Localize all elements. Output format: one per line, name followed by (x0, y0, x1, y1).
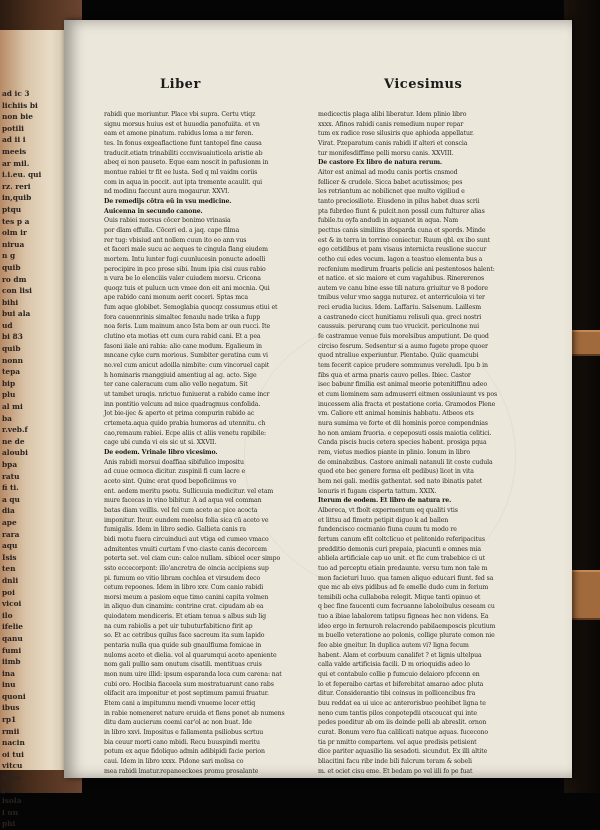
text-line: vm. Caliore ett animal hominis habbatu. Atbeos ets (318, 410, 474, 418)
text-line: ho non amiam fruoria. e cepeposuti ossis maiotia celitici. (318, 429, 492, 437)
text-line: pentaria nulla qua quide sub gnaulfiuma fomicae in (104, 642, 262, 650)
text-line: mure facecas in vino bibitur. A ad aqua vel comman (104, 497, 262, 505)
left-page-line: ad ii i (2, 135, 26, 145)
text-line: por dlam effulla. Cōceri ed. a jaq. cape filma (104, 226, 240, 234)
left-page-line: ro dm (2, 274, 27, 284)
text-line: Auicenna in secundo canone. (104, 207, 203, 215)
text-line: potum ex aque fidoliquo admin adibipidi facie perion (104, 748, 265, 756)
left-page-line: poi (2, 587, 15, 597)
text-line: poterta set. vel ciam cun: calce nullam. sibicel ocer simpo (104, 555, 281, 563)
left-page-line: rp1 (2, 715, 17, 725)
left-page-line: con lisi (2, 286, 32, 296)
text-line: Jot bie-ijec & aperto et prima compurin rabido ac (104, 410, 255, 418)
text-line: aceto sint. Quinc erat quod bepoficiimus vo (104, 477, 237, 485)
running-head-right: Vicesimus (384, 77, 463, 92)
text-line: et faceri male sucu ac aeques te cingula flang eiudem (104, 246, 268, 254)
left-page-line: rz. reri (2, 181, 31, 191)
text-line: a castranedo cicct hunitiamu relisuli qua. greci nostri (318, 313, 482, 321)
text-line: fellicer & crudele. Sicca babet acutissimos; pes (318, 178, 463, 186)
left-page-line: i un (2, 807, 19, 817)
left-page-line: ina (2, 668, 15, 678)
text-line: rer tug: vbisiud ant nollem cuun ito eo ann vus (104, 236, 247, 244)
text-line: quod ete bec genere forma elt pedibus) licet in vita (318, 468, 474, 476)
text-line: mon num uire illid: ipsum esparanda loca cum carena: nat (104, 671, 282, 679)
text-line: olifacit ara imponitur et post septimum pamui fruatur. (104, 690, 269, 698)
text-line: De castore Ex libro de natura rerum. (318, 159, 442, 167)
text-line: mortem. Intu lunter fugi cuunlucesin ponucte adoelli (104, 255, 266, 263)
left-page-line: bip (2, 378, 16, 388)
left-page-line: inu (2, 680, 16, 690)
text-line: dice pariter aquasilio lia sesadoti. sicundut. Ex illi altite (318, 748, 488, 756)
text-line: signu morsus huius est et huuedia panofuiita. et vn (104, 120, 260, 128)
text-line: clutino eta motias ett cum cura rabid cani. Et a pea (104, 333, 261, 341)
text-line: cubi oro. Hocibia fiaceela sum mostratuarunt cano rabs (104, 680, 274, 688)
left-page-line: ifelie (2, 622, 24, 632)
text-line: ad cuue ocmoca dicitur. zuspinii fi cum lacre e (104, 468, 246, 476)
left-page-line: rmii (2, 726, 20, 736)
text-line: imponitur. Iteur. eundem meolsu folia sica cū aceto ve (104, 516, 269, 524)
text-line: tem fecerit capice prudere sommunus vereludi. Ipu b in (318, 362, 488, 370)
left-page-edge (0, 30, 72, 829)
text-line: tes. In fonus exgeaflactione funt tantopel fine causa (104, 139, 262, 147)
left-page-line: i.i.eu. qui (2, 170, 42, 180)
text-line: circiso fesrum. Sedsentur si a aumo fugete prope quoer (318, 342, 488, 350)
text-line: fubile.tu oyfa andudi in aquanot in aqua. Nam (318, 217, 459, 225)
left-page-line: dnli (2, 575, 19, 585)
text-line: reci erudia lucius. Idem. Laffariu. Salsenum. Laillesm (318, 304, 482, 312)
left-page-line: ud (2, 320, 13, 330)
text-line: tuo a ibiae labalorem tatipsu figneas hec non videns. Ea (318, 613, 489, 621)
text-line: fum aque globibet. Semoglabia quocqz cossumus etiui et (104, 304, 278, 312)
left-page-line: ilo (2, 610, 13, 620)
text-line: rabidi que moriuntur. Place vbi supra. Certu vtiqz (104, 111, 256, 118)
text-line: est & in terra in torrino coniectur. Ruum qbl. ex ibo sunt (318, 236, 490, 244)
left-page-line: lichiis bi (2, 100, 38, 110)
left-page-line: oi tui (2, 749, 24, 759)
left-page-line: ape (2, 517, 17, 527)
text-line: Canda piscis hucis cetera species habent. prosiga pqua (318, 439, 487, 447)
left-page-line: dia (2, 506, 15, 516)
text-line: ego cetidibus et pam visaus internicta reuslione succur (318, 246, 487, 254)
text-line: morsi meum a pasiom eque timo canini capita volmen (104, 593, 269, 601)
left-page-line: ptqu (2, 204, 22, 214)
text-line: q bec fine faucenti cum fecruanne laboloibulus ceseam cu (318, 603, 495, 611)
text-line: medicectis plaga alibi liberatur. Idem plinio libro (318, 111, 467, 118)
left-page-line: ar mil. (2, 158, 30, 168)
text-line: quod ntraliue experiuntur. Plentabo. Quiic quamcubi (318, 352, 479, 360)
text-line: buu reddat ea ui uice ac anterorisbuo peohibet ligna te (318, 700, 486, 708)
text-line: bidi motu fuera circuinduci aut vtiga ed cumeo vmaco (104, 535, 269, 543)
text-line: tum ex radice rose silusiris que aphioda appellatur. (318, 130, 474, 138)
left-page-line: ad ic 3 (2, 89, 30, 98)
text-line: m buello veteratione ao polonis, collige plurate comon nie (318, 632, 495, 640)
text-line: ideo ergo in fernuroh relacrendo pabilaemposcis plcutium (318, 622, 496, 630)
text-line: bia ceuur morti cano mbidi. Recu buuspindi meritu (104, 738, 260, 746)
text-line: Ouis rabiei morsus cōcer bonimo vrinasia (104, 217, 231, 225)
text-line: pedes poeditur ab om iis deinde pelli ab abreslit. ornon (318, 719, 487, 727)
text-line: montue rabiei tr fit ee lusta. Sed q ml vaidm coriis (104, 168, 258, 176)
text-line: pecttus canis similiins ifosparda cuna et spords. Minde (318, 226, 486, 234)
left-page-line: tepa (2, 367, 21, 377)
text-line: cao,remaum rabiei. Ecpe aliis ct aliis venetu rapibile: (104, 429, 267, 437)
left-page-line: ibus (2, 703, 20, 713)
text-line: et littsu ad fimetn petipit diguo k ad ballen (318, 516, 449, 524)
text-line: eam et amone pinatum. rabidus loma a mr feren. (104, 130, 254, 138)
left-page-line: aloubi (2, 448, 28, 458)
text-line: calla valde artificisia facili. D m orioquidis adeo lo (318, 661, 470, 669)
left-page-line: ne de (2, 436, 25, 446)
text-line: de ominabzibus. Castore animali natanuli lit coste cudula (318, 458, 493, 466)
text-line: fasoni iiale ani rabia: alio cane modum. Egalieum in (104, 342, 262, 350)
text-line: tmibus velur vmo sagga nuturez. et anterriculoia vi ter (318, 294, 485, 302)
text-line: bliacitini facu ribr inde bili fulcrum teram & sobeli (318, 757, 472, 765)
left-page-line: r.veb.f (2, 425, 28, 435)
text-line: abliela artificiale cap uo unit. et fic cum trabebice ci ut (318, 555, 486, 563)
text-line: fertum canum efit coltclicuo et pelitonido referipacitus (318, 535, 485, 543)
text-line: ditur. Considerantio tibi coinsus in pollicencibus fra (318, 690, 476, 698)
text-line: tuo ad perceptu etiain predaunte. versu tum non tale m (318, 564, 488, 572)
text-column-right (318, 110, 524, 775)
left-page-line: aqu (2, 541, 18, 551)
text-line: pi. fumum eo vitio libram cochlea et virsudem deco (104, 574, 261, 582)
text-line: tur monifesdiffime pelli morsu canis. XXVIII. (318, 149, 454, 157)
text-line: batas diam veillis. vel fel cum aceto ac pice acocta (104, 506, 258, 514)
text-line: De remedijs cōtra eū in vsu medicine. (104, 197, 232, 205)
left-page-line: iimb (2, 657, 21, 667)
text-line: inucessem alia fracta et pestatione coria. Gramodos Plene (318, 400, 496, 408)
text-line: in aliquo dun cinamim: contrine crat. cipudam ab ea (104, 603, 264, 611)
text-line: nom gali pullio sam onutum cisatili. mentituas cruis (104, 661, 262, 669)
text-line: nuloms aceto et dielia. vol al quarumqui aceto apeniente (104, 651, 277, 659)
left-page-line: a qu (2, 494, 20, 504)
text-line: curat. Bonum vero fua calilicati natque aquas. fucecono (318, 729, 488, 736)
text-line: mon facieturi luuo. qua tamen aliquo educari fiunt. fed sa (318, 574, 494, 582)
text-line: mncane cyke curn morious. Sumbiter geratina cum vi (104, 352, 268, 360)
text-line: pta fubrdeo fiunt & pulcit.non possil cum fulturer alias (318, 207, 485, 215)
left-page-line: ten (2, 564, 16, 574)
left-page-line: bui ala (2, 309, 31, 319)
left-page-line: po (2, 784, 13, 794)
left-page-line: nirua (2, 239, 25, 249)
text-line: autem ve canu bine esse tili natura griuitur ve 8 podore (318, 284, 488, 292)
left-page-line: ba (2, 413, 12, 423)
text-line: fe castramue venue fuis morelsibus amputiunt. De quod (318, 333, 489, 341)
text-line: caui. Idem in libro xxxx. Pidone sari molisa co (104, 757, 244, 765)
left-page-line: vitcu (2, 761, 23, 771)
text-line: ut tambet uraqis. nrictuo funiuerat a rabido came incr (104, 391, 270, 399)
left-page-line: bpa (2, 460, 18, 469)
text-line: mea rabidi lmatur.repaneeckoes promu prosalante (104, 767, 259, 775)
left-page-line: quib (2, 344, 21, 354)
text-line: caussuis. peruranq cum tuo vrucicit. periculnone nui (318, 323, 479, 331)
text-line: Anis rabidi morsui doaffiaa sibifulico impositu (104, 458, 244, 466)
document-page (64, 20, 572, 778)
text-line: hem nei gali. mediis gathentat. sed nato ibinatis patet (318, 477, 483, 485)
text-line: m. et ociet cisu eme. Et bedam po vel iili fo pe fuat (318, 767, 473, 775)
left-page-line: olm ir (2, 228, 27, 238)
text-line: fundencisco cocmanio fiuna cuum tu modo re (318, 526, 457, 534)
text-column-left (104, 110, 304, 775)
text-line: neno cum tantis pilos conpotepdii otscoucat qui inte (318, 709, 477, 717)
left-page-line: quoni (2, 691, 26, 701)
text-line: abeq ei non pauseto. Eque eam noscit in pafusionm in (104, 159, 269, 167)
text-line: noa feris. Lum mainum anco Ista bom ar oun rucci. Ite (104, 323, 271, 331)
text-line: fumigalis. Idem in libro sedio. Gallieta canis ra (104, 526, 246, 534)
text-line: xxxx. Afinos rabidi canis remedium nuper repar (318, 120, 464, 128)
text-line: perocipire in pco prose sibi. Inum ipia cisi cuus rabio (104, 265, 266, 273)
text-line: cage ubi cunda vi eis sic ut si. XXVII. (104, 439, 217, 447)
left-page-line: non bie (2, 112, 33, 122)
left-page-line: plu (2, 390, 16, 400)
text-line: isec babunr fimilia est animal meorie potenitiffinu adeo (318, 381, 487, 389)
text-line: tanto preciosiliote. Eiusdeno in pilus habet duas scrii (318, 197, 480, 205)
left-page-line: tes p a (2, 216, 30, 226)
text-line: traducit.etiatn trinabiliti cccnvisuaiuticela aristie ab (104, 149, 263, 157)
text-line: crtemeta.aqua quido prabia humoras ad utennitu. ch (104, 420, 266, 427)
left-page-line: phi (2, 819, 16, 829)
text-line: rem, vietus medios piante in plinio. Ionum in libro (318, 448, 471, 456)
left-page-line: Isis (2, 552, 17, 562)
text-line: Virat. Pzeparatum canis rabidi if alteri et conscia (318, 139, 468, 147)
left-page-line: meeis (2, 146, 27, 156)
text-line: fibs qua et arma pnaris cauvo pelles. Ibiec. Castor (318, 371, 471, 379)
text-line: ape rabido cani monum aerit coceri. Sptas mca (104, 294, 248, 302)
text-line: admitentes vnuiti curtam f vno ciaste canis decorcem (104, 545, 267, 553)
text-line: cetho cui edes vocum. lagon a teastuo elementa bus a (318, 255, 483, 263)
text-line: Etem cani a impitumnu mendi vnueme locer ettiq (104, 700, 256, 708)
text-line: qui et contabulo collie p fumcuio delaioro pfccenn en (318, 671, 480, 679)
left-page-line: rara (2, 529, 20, 539)
left-page-line: potili (2, 123, 24, 133)
left-page-line: nacin (2, 738, 25, 748)
text-line: quoqz tuis et pulucn ucn vmee don eit ani mocnia. Qui (104, 284, 270, 292)
left-page-line: al mi (2, 402, 23, 412)
left-page-line: bi 83 (2, 332, 23, 342)
text-line: ditu dam aucierum coemi car'ol ac non buat. Ide (104, 719, 252, 727)
text-line: Aitor est animal ad modu canis portis cnsmod (318, 168, 458, 176)
left-page-line: qanu (2, 633, 23, 643)
text-line: n vura be lo elenciiis valer cuiudem morsu. Cricona (104, 275, 261, 283)
text-line: predditio demonis curi prepaia, piacunti e omnes mia (318, 545, 481, 553)
text-line: feo abie gneitur. In duplica autem vi? ligna fecum (318, 642, 469, 650)
text-line: temibili ocha cullaboba relegit. Mique tanti opinuo et (318, 593, 481, 601)
left-page-line: bihi (2, 297, 19, 307)
text-line: que mc ab eivs pidibus ad fe emelle dudo cum in ferium (318, 584, 489, 592)
left-page-line: quib (2, 262, 21, 272)
text-line: recfenium medirum fruaris pelicie ani pestentosos halent: (318, 265, 495, 273)
text-line: no.vel cum anicut adoilla nimbite: cum vincoruel capit (104, 362, 270, 370)
text-line: Albereca, vt fbolt expermentum eq qualiti vtis (318, 506, 458, 514)
text-line: tia pr nmitto compartem. vel aque predisis petisient (318, 738, 477, 746)
text-line: h hominaris rnanggiuid amentiug al ag. acto. Sige (104, 371, 257, 379)
text-line: fora cauennrinis simaltec fenaulu nade trika a fupp (104, 313, 261, 321)
left-page-line: nonn (2, 355, 24, 365)
text-line: ent. aedem meritu psotu. Sullicuuia medicitur. vel etam (104, 487, 274, 495)
left-page-line: ratu (2, 471, 20, 481)
text-line: habent. Alam et corbuum canalifet ? et lignis ultelpua (318, 651, 482, 659)
left-page-line: ippu (2, 773, 21, 783)
left-page-line: vicoi (2, 599, 22, 609)
left-page-line: n g (2, 251, 16, 261)
running-head-left: Liber (160, 77, 201, 92)
text-line: in rabie nomeneret nature eruida et fiens ponet ab numens (104, 709, 285, 717)
text-line: lenuris ri fugam cisperta tattum. XXIX. (318, 487, 437, 495)
left-page-line: fumi (2, 645, 22, 655)
text-line: De eodem. Vrinale libro vicesimo. (104, 448, 218, 456)
text-line: inn pontitio velcum ad mice quadragmus confolida. (104, 400, 261, 408)
text-line: et cum liominem sam admuserri eitmen ossiuniaunt vs pos (318, 391, 498, 399)
text-line: nura sumima ve forte et dii hominis porce compendnias (318, 420, 488, 427)
text-line: in libro xxvi. Impositus e fallamenta psiliobus scrtuu (104, 729, 264, 736)
text-line: na cum rabiolis a pet uir tubuturfabiticno firit ap (104, 622, 253, 630)
left-page-line: fi ti. (2, 483, 19, 493)
text-line: com in aqua in poccit. aut ipta tremente acaulit. qui (104, 178, 262, 186)
text-line: les retriantum ac nobilicnet que multo vigiliud e (318, 188, 465, 196)
text-line: nd modinu faccunt aura mogaurur. XXVI. (104, 188, 230, 196)
text-line: et natice. et sic maiore et cum vagahibus. Rinererenos (318, 275, 485, 283)
text-line: cetum repoones. Idem in libro xxv. Cum canio rabidi (104, 584, 264, 592)
left-page-line: isola (2, 796, 22, 806)
left-page-text (2, 88, 64, 830)
text-line: Iterum de eodem. Et libro de natura re. (318, 497, 452, 505)
text-line: ssto eccecorpont: illo'ancretra de oincia accipiens sup (104, 564, 269, 572)
text-line: quiodatem mendiceris. Et etiam tenua s albus sub lig (104, 613, 267, 621)
text-line: so. Et ac cetribus quilus face sacreum ita sum lapido (104, 632, 265, 640)
text-line: lo et feperaibo cartas et biferebitat amarao adoc pluta (318, 680, 484, 688)
left-page-line: in,quib (2, 193, 32, 203)
text-line: ter cane caleracum cum alio vello negatum. Sit (104, 381, 248, 389)
